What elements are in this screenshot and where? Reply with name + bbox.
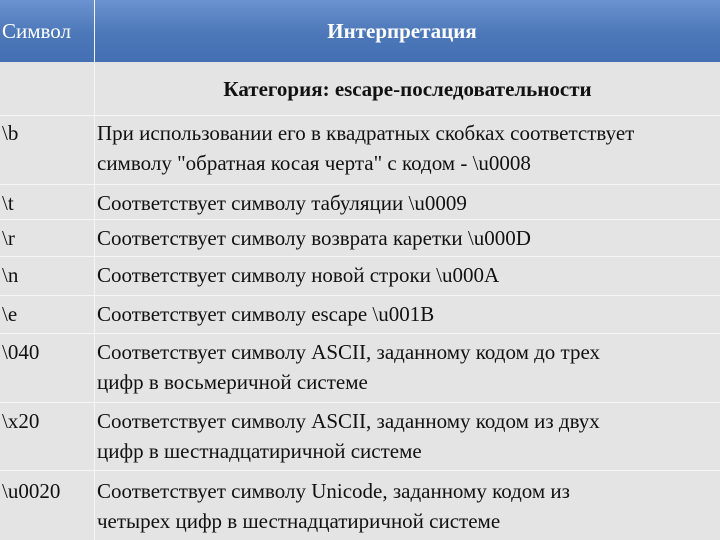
symbol-cell: \n	[2, 263, 19, 287]
row-divider	[0, 184, 720, 185]
description-line: четырех цифр в шестнадцатиричной системе	[97, 509, 501, 533]
description-line: Соответствует символу escape \u001B	[97, 302, 435, 326]
description-cell	[97, 337, 719, 397]
row-divider	[0, 295, 720, 296]
header-symbol: Символ	[2, 18, 72, 43]
description-line: Соответствует символу табуляции \u0009	[97, 191, 467, 215]
symbol-cell: \x20	[2, 409, 40, 433]
description-cell	[97, 118, 719, 178]
symbol-cell: \e	[2, 302, 18, 326]
description-line: Соответствует символу Unicode, заданному кодом из	[97, 479, 570, 503]
description-cell	[97, 260, 719, 290]
row-divider	[0, 333, 720, 334]
row-divider	[0, 256, 720, 257]
description-cell	[97, 476, 719, 536]
symbol-cell: \040	[2, 340, 40, 364]
description-cell	[97, 406, 719, 466]
header-interpretation: Интерпретация	[327, 18, 477, 43]
description-cell	[97, 223, 719, 253]
description-line: Соответствует символу возврата каретки \u000D	[97, 226, 531, 250]
table-header	[0, 0, 720, 62]
category-heading: Категория: escape-последовательности	[223, 77, 592, 101]
description-cell	[97, 188, 719, 218]
description-cell	[97, 299, 719, 329]
symbol-cell: \t	[2, 191, 14, 215]
description-line: При использовании его в квадратных скобках соответствует	[97, 121, 635, 145]
description-line: цифр в шестнадцатиричной системе	[97, 439, 422, 463]
description-line: Соответствует символу новой строки \u000A	[97, 263, 500, 287]
row-divider	[0, 470, 720, 471]
description-line: Соответствует символу ASCII, заданному кодом до трех	[97, 340, 601, 364]
symbol-cell: \r	[2, 226, 15, 250]
description-line: Соответствует символу ASCII, заданному кодом из двух	[97, 409, 600, 433]
row-divider	[0, 402, 720, 403]
row-divider	[0, 219, 720, 220]
symbol-cell: \b	[2, 121, 19, 145]
description-line: символу "обратная косая черта" с кодом - \u0008	[97, 151, 531, 175]
symbol-cell: \u0020	[2, 479, 61, 503]
description-line: цифр в восьмеричной системе	[97, 370, 368, 394]
